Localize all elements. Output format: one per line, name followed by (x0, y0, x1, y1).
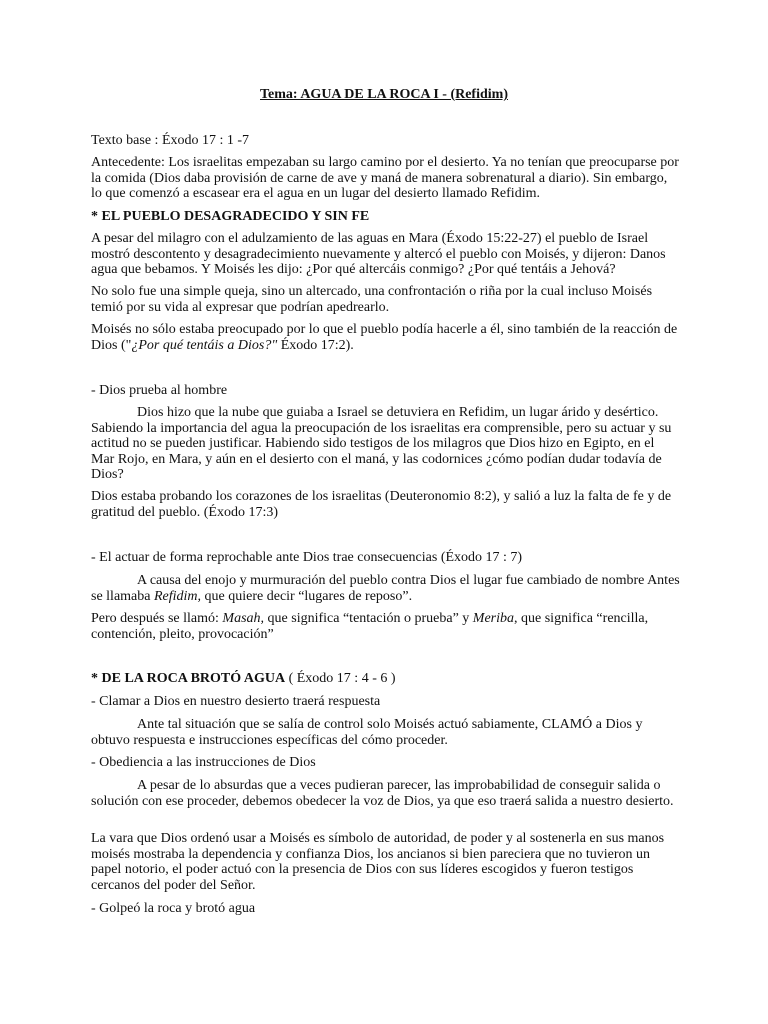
paragraph-4: Dios hizo que la nube que guiaba a Israel se detuviera en Refidim, un lugar árido y desértico. Sabiendo la importancia del agua la preocupación de los israelitas era comprensible, pero su actuar y su actitud no se pueden justificar. Habiendo sido testigos de los milagros que Dios hizo en Egipto, en el Mar Rojo, en Mara, y aún en el desierto con el maná, y las codornices ¿cómo podían dudar todavía de Dios? (91, 405, 672, 482)
paragraph-9: A pesar de lo absurdas que a veces pudieran parecer, las improbabilidad de conseguir salida o solución con ese proceder, debemos obedecer la voz de Dios, ya que eso traerá salida a nuestro desierto. (91, 778, 674, 809)
heading-roca-broto-agua (91, 671, 681, 687)
paragraph-8: Ante tal situación que se salía de control solo Moisés actuó sabiamente, CLAMÓ a Dios y obtuvo respuesta e instrucciones específicas del cómo proceder. (91, 717, 643, 748)
subheading-obediencia: - Obediencia a las instrucciones de Dios (91, 755, 316, 770)
paragraph-6-end: que quiere decir “lugares de reposo”. (201, 588, 413, 604)
paragraph-6 (91, 573, 681, 604)
paragraph-7-meriba: Meriba (472, 611, 515, 626)
subheading-clamar: - Clamar a Dios en nuestro desierto traerá respuesta (91, 694, 381, 709)
paragraph-7-start: Pero después se llamó: (91, 611, 223, 626)
antecedente-paragraph: Antecedente: Los israelitas empezaban su largo camino por el desierto. Ya no tenían que preocuparse por la comida (Dios daba provisión de carne de ave y maná de manera sobrenatural a diario). Sin embargo, lo que comenzó a escasear era el agua en un lugar del desierto llamado Refidim. (91, 155, 679, 201)
heading-2-text: * DE LA ROCA BROTÓ AGUA (91, 671, 286, 686)
paragraph-3-start: Moisés no sólo estaba preocupado por lo que el pueblo podía hacerle a él, sino también de la reacción de Dios (" (91, 322, 678, 353)
paragraph-6-refidim: Refidim, (153, 588, 202, 604)
paragraph-7-end: , que significa “rencilla, contención, pleito, provocación” (91, 611, 649, 642)
paragraph-7 (91, 611, 681, 642)
paragraph-3-end: Éxodo 17:2). (277, 337, 354, 353)
paragraph-3 (91, 322, 681, 353)
paragraph-2: No solo fue una simple queja, sino un altercado, una confrontación o riña por la cual incluso Moisés temió por su vida al expresar que podrían apedrearlo. (91, 284, 653, 315)
paragraph-3-quote: ¿Por qué tentáis a Dios?" (131, 337, 278, 353)
page-title: Tema: AGUA DE LA ROCA I - (Refidim) (260, 87, 508, 102)
subheading-dios-prueba: - Dios prueba al hombre (91, 383, 228, 398)
subheading-golpeo-roca: - Golpeó la roca y brotó agua (91, 901, 256, 916)
paragraph-7-mid: que significa “tentación o prueba” y (264, 611, 473, 626)
paragraph-7-masah: Masah, (222, 611, 265, 626)
paragraph-1: A pesar del milagro con el adulzamiento de las aguas en Mara (Éxodo 15:22-27) el pueblo de Israel mostró descontento y desagradecimiento nuevamente y altercó el pueblo con Moisés, y dijeron: Danos agua que bebamos. Y Moisés les dijo: ¿Por qué altercáis conmigo? ¿Por qué tentáis a Jehová? (91, 231, 666, 277)
heading-2-reference: ( Éxodo 17 : 4 - 6 ) (285, 671, 396, 686)
subheading-consecuencias: - El actuar de forma reprochable ante Dios trae consecuencias (Éxodo 17 : 7) (91, 550, 523, 565)
heading-pueblo-desagradecido: * EL PUEBLO DESAGRADECIDO Y SIN FE (91, 209, 370, 224)
paragraph-5: Dios estaba probando los corazones de los israelitas (Deuteronomio 8:2), y salió a luz la falta de fe y de gratitud del pueblo. (Éxodo 17:3) (91, 489, 672, 520)
paragraph-6-start: A causa del enojo y murmuración del pueblo contra Dios el lugar fue cambiado de nombre Antes se llamaba (91, 573, 680, 604)
paragraph-10: La vara que Dios ordenó usar a Moisés es símbolo de autoridad, de poder y al sostenerla en sus manos moisés mostraba la dependencia y confianza Dios, los ancianos si bien pareciera que no tuvieron un papel notorio, el poder actuó con la presencia de Dios con sus líderes escogidos y fueron testigos cercanos del poder del Señor. (91, 831, 665, 893)
texto-base: Texto base : Éxodo 17 : 1 -7 (91, 133, 250, 148)
